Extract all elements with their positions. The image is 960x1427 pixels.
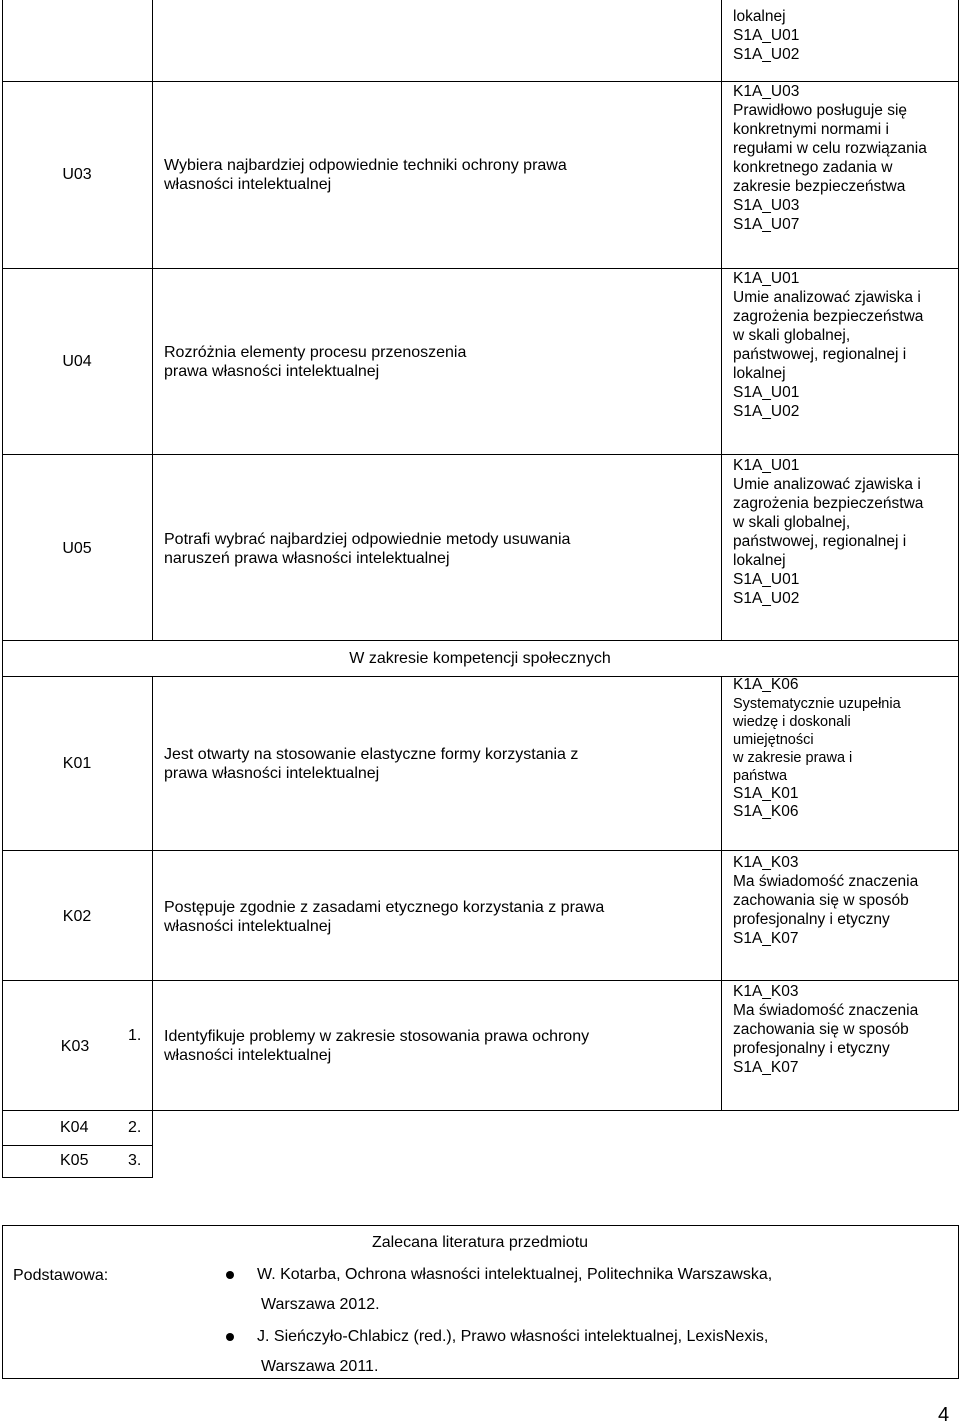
literature-item: J. Sieńczyło-Chlabicz (red.), Prawo własności intelektualnej, LexisNexis, Warszawa 2011. xyxy=(257,1328,769,1375)
outcome-description: Potrafi wybrać najbardziej odpowiednie metody usuwania naruszeń prawa własności intelektualnej xyxy=(164,531,571,567)
page-number: 4 xyxy=(938,1404,950,1426)
row-border xyxy=(2,1145,153,1146)
ref-line: S1A_U02 xyxy=(733,46,800,63)
outcome-number: 2. xyxy=(128,1119,142,1136)
ref-cell: K1A_U01 Umie analizować zjawiska i zagrożenia bezpieczeństwa w skali globalnej, państwowej, regionalnej i lokalnej S1A_U01 S1A_U02 xyxy=(733,457,924,607)
outcome-code: U03 xyxy=(62,166,92,183)
bullet-icon xyxy=(226,1271,234,1279)
row-border xyxy=(2,454,959,455)
row-border xyxy=(2,1110,959,1111)
row-border xyxy=(2,640,959,641)
table-border-right xyxy=(958,0,959,1110)
lit-border-bottom xyxy=(2,1378,959,1379)
ref-line: lokalnej xyxy=(733,8,786,25)
outcome-description: Wybiera najbardziej odpowiednie techniki ochrony prawa własności intelektualnej xyxy=(164,157,567,193)
ref-cell: K1A_K06 Systematycznie uzupełnia wiedzę i doskonali umiejętności w zakresie prawa i państwa S1A_K01 S1A_K06 xyxy=(733,676,901,820)
outcome-description: Jest otwarty na stosowanie elastyczne formy korzystania z prawa własności intelektualnej xyxy=(164,746,579,782)
row-border xyxy=(2,1177,153,1178)
table-divider-ref-k xyxy=(721,676,722,1110)
outcome-code: K01 xyxy=(62,755,92,772)
outcome-code: K05 xyxy=(60,1152,89,1169)
lit-border-top xyxy=(2,1225,959,1226)
literature-label: Podstawowa: xyxy=(13,1267,109,1284)
literature-item: W. Kotarba, Ochrona własności intelektualnej, Politechnika Warszawska, Warszawa 2012. xyxy=(257,1266,773,1313)
outcome-code: K02 xyxy=(62,908,92,925)
table-divider-code-k xyxy=(152,676,153,1178)
ref-cell: K1A_U03 Prawidłowo posługuje się konkretnymi normami i regułami w celu rozwiązania konkretnego zadania w zakresie bezpieczeństwa S1A_U03 S1A_U07 xyxy=(733,83,927,233)
lit-border-right xyxy=(958,1225,959,1379)
ref-cell: K1A_U01 Umie analizować zjawiska i zagrożenia bezpieczeństwa w skali globalnej, państwowej, regionalnej i lokalnej S1A_U01 S1A_U02 xyxy=(733,270,924,420)
outcome-code: K04 xyxy=(60,1119,89,1136)
row-border xyxy=(2,850,959,851)
outcome-description: Identyfikuje problemy w zakresie stosowania prawa ochrony własności intelektualnej xyxy=(164,1028,590,1064)
literature-title: Zalecana literatura przedmiotu xyxy=(371,1234,589,1251)
row-border xyxy=(2,980,959,981)
ref-cell: K1A_K03 Ma świadomość znaczenia zachowania się w sposób profesjonalny i etyczny S1A_K07 xyxy=(733,983,919,1076)
table-divider-ref xyxy=(721,0,722,640)
outcome-description: Postępuje zgodnie z zasadami etycznego korzystania z prawa własności intelektualnej xyxy=(164,899,605,935)
ref-line: S1A_U01 xyxy=(733,27,800,44)
outcome-number: 3. xyxy=(128,1152,142,1169)
outcome-number: 1. xyxy=(128,1027,142,1044)
table-divider-code xyxy=(152,0,153,640)
bullet-icon xyxy=(226,1333,234,1341)
ref-cell: K1A_K03 Ma świadomość znaczenia zachowania się w sposób profesjonalny i etyczny S1A_K07 xyxy=(733,854,919,947)
outcome-code: K03 xyxy=(60,1038,90,1055)
section-header: W zakresie kompetencji społecznych xyxy=(349,650,611,667)
outcome-code: U05 xyxy=(62,540,92,557)
outcome-description: Rozróżnia elementy procesu przenoszenia prawa własności intelektualnej xyxy=(164,344,467,380)
outcome-code: U04 xyxy=(62,353,92,370)
ref-cell-continued xyxy=(733,7,953,64)
